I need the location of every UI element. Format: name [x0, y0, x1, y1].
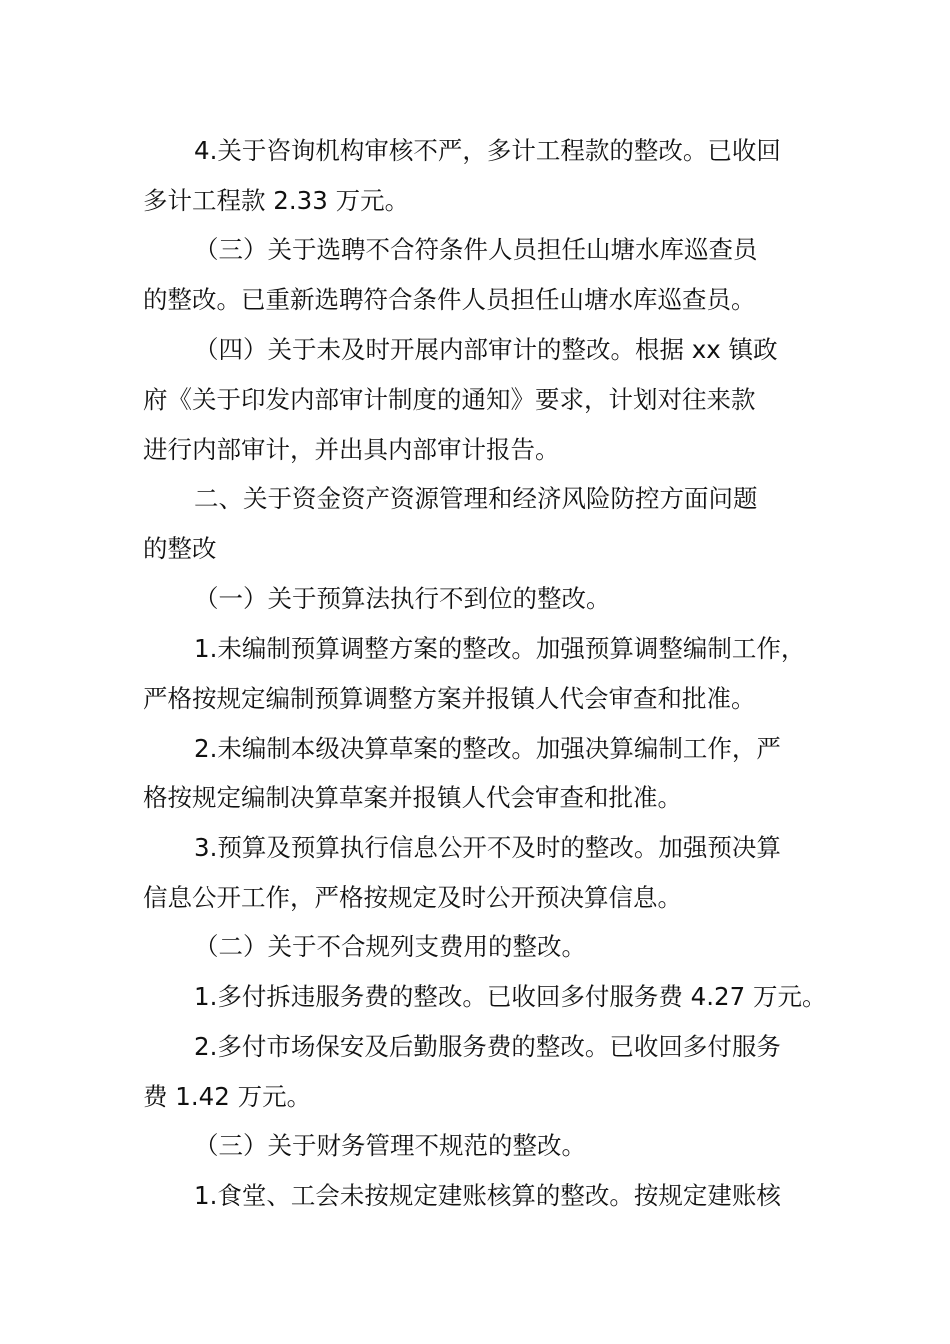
paragraph-line: 信息公开工作，严格按规定及时公开预决算信息。 [143, 883, 682, 912]
paragraph-line: 2.未编制本级决算草案的整改。加强决算编制工作，严 [194, 734, 781, 763]
paragraph-line: （四）关于未及时开展内部审计的整改。根据 xx 镇政 [194, 335, 778, 364]
paragraph-line: 府《关于印发内部审计制度的通知》要求，计划对往来款 [143, 385, 756, 414]
paragraph-line: （一）关于预算法执行不到位的整改。 [194, 584, 611, 613]
paragraph-line: 1.未编制预算调整方案的整改。加强预算调整编制工作， [194, 634, 806, 663]
paragraph-line: 3.预算及预算执行信息公开不及时的整改。加强预决算 [194, 833, 781, 862]
paragraph-line: 1.食堂、工会未按规定建账核算的整改。按规定建账核 [194, 1181, 781, 1210]
paragraph-line: 严格按规定编制预算调整方案并报镇人代会审查和批准。 [143, 684, 756, 713]
paragraph-line: 多计工程款 2.33 万元。 [143, 186, 410, 215]
section-heading: 的整改 [143, 534, 217, 563]
paragraph-line: 格按规定编制决算草案并报镇人代会审查和批准。 [143, 783, 682, 812]
paragraph-line: 进行内部审计，并出具内部审计报告。 [143, 435, 560, 464]
section-heading: 二、关于资金资产资源管理和经济风险防控方面问题 [194, 484, 758, 513]
paragraph-line: 的整改。已重新选聘符合条件人员担任山塘水库巡查员。 [143, 285, 756, 314]
paragraph-line: 4.关于咨询机构审核不严，多计工程款的整改。已收回 [194, 136, 781, 165]
paragraph-line: （二）关于不合规列支费用的整改。 [194, 932, 586, 961]
paragraph-line: 1.多付拆违服务费的整改。已收回多付服务费 4.27 万元。 [194, 982, 827, 1011]
paragraph-line: 费 1.42 万元。 [143, 1082, 312, 1111]
paragraph-line: 2.多付市场保安及后勤服务费的整改。已收回多付服务 [194, 1032, 781, 1061]
paragraph-line: （三）关于选聘不合符条件人员担任山塘水库巡查员 [194, 235, 758, 264]
paragraph-line: （三）关于财务管理不规范的整改。 [194, 1131, 586, 1160]
